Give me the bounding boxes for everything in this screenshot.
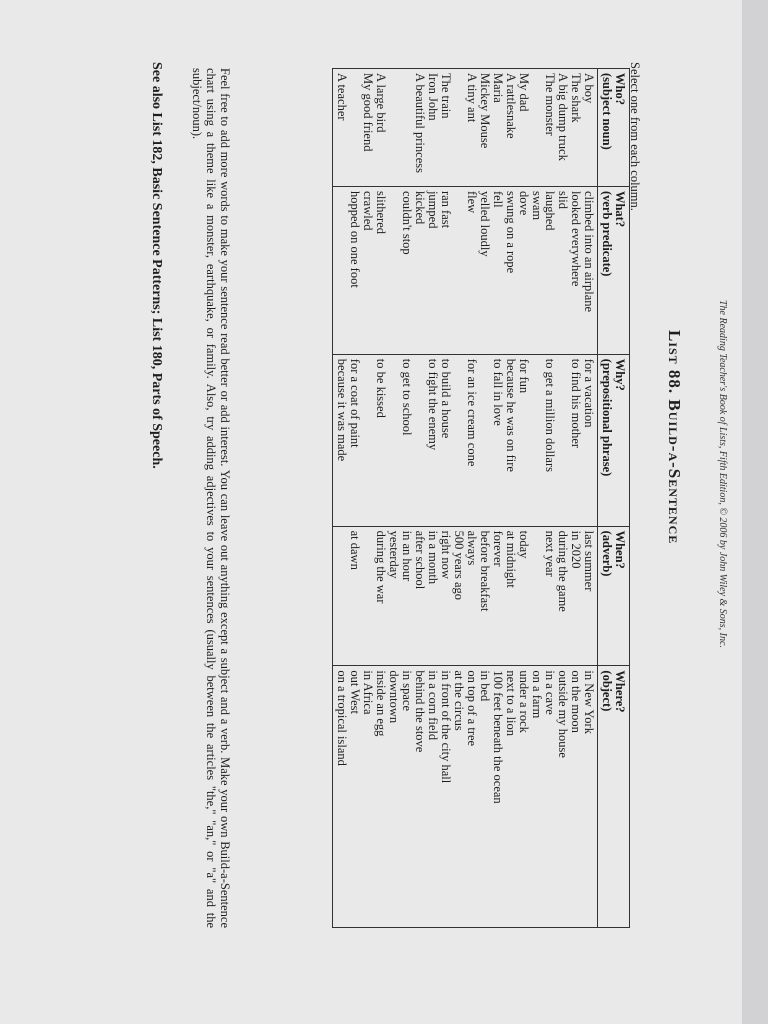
cell-entry: [452, 191, 465, 350]
cell-entry: slithered: [374, 190, 388, 234]
header-what: [598, 186, 630, 354]
cell-entry: 500 years ago: [452, 530, 466, 601]
what-column-cell: [333, 186, 598, 354]
cell-entry: under a rock: [517, 670, 531, 733]
cell-entry: [530, 73, 543, 182]
cell-entry: crawled: [361, 190, 375, 231]
cell-entry: [413, 359, 426, 522]
cell-entry: slid: [556, 190, 570, 210]
cell-entry: to find his mother: [569, 358, 583, 449]
cell-entry: behind the stove: [413, 670, 427, 753]
cell-entry: A rattlesnake: [504, 73, 518, 139]
cell-entry: [452, 73, 465, 182]
cell-entry: looked everywhere: [569, 190, 583, 287]
header-title: What?: [613, 190, 627, 228]
usage-note: Feel free to add more words to make your sentence read better or add interest. You can leave out anything except a subject and a verb. Make your own Build-a-Sentence chart using a theme like a monster, earthquake, or family. Also, try adding adjectives to your sentences (usually between the articles "the," "an," or "a" and the subject/noun).: [190, 68, 232, 928]
cell-entry: kicked: [413, 190, 427, 225]
header-subtitle: (subject noun): [600, 73, 614, 150]
cell-entry: jumped: [426, 190, 440, 229]
cell-entry: outside my house: [556, 670, 570, 758]
cell-entry: My good friend: [361, 73, 375, 152]
cell-entry: [387, 191, 400, 350]
cell-entry: after school: [413, 530, 427, 590]
cell-entry: to be kissed: [374, 358, 388, 418]
header-subtitle: (prepositional phrase): [600, 358, 614, 477]
cell-entry: next year: [543, 530, 557, 577]
cell-entry: on a tropical island: [335, 670, 349, 766]
where-column-cell: [333, 666, 598, 928]
cell-entry: [387, 73, 400, 182]
cell-entry: couldn't stop: [400, 190, 414, 255]
copyright-line: The Reading Teacher's Book of Lists, Fifth Edition, © 2006 by John Wiley & Sons, Inc.: [717, 300, 728, 648]
cell-entry: during the war: [374, 530, 388, 604]
cell-entry: swung on a rope: [504, 190, 518, 274]
cell-entry: right now: [439, 530, 453, 579]
cell-entry: downtown: [387, 670, 401, 724]
cell-entry: A big dump truck: [556, 73, 570, 161]
header-subtitle: (verb predicate): [600, 190, 614, 277]
cell-entry: 100 feet beneath the ocean: [491, 670, 505, 804]
header-title: Where?: [613, 670, 627, 713]
cell-entry: before breakfast: [478, 530, 492, 612]
who-column-cell: [333, 69, 598, 187]
cell-entry: Maria: [491, 73, 505, 103]
cell-entry: flew: [465, 190, 479, 214]
cell-entry: A boy: [582, 73, 596, 104]
cell-entry: today: [517, 530, 531, 559]
cell-entry: [361, 359, 374, 522]
see-also-line: See also List 182, Basic Sentence Patterns; List 180, Parts of Speech.: [149, 62, 164, 469]
cell-entry: [361, 531, 374, 662]
cell-entry: yesterday: [387, 530, 401, 579]
cell-entry: fell: [491, 190, 505, 208]
cell-entry: [556, 359, 569, 522]
cell-entry: for an ice cream cone: [465, 358, 479, 467]
cell-entry: in a cave: [543, 670, 557, 715]
cell-entry: [387, 359, 400, 522]
cell-entry: Mickey Mouse: [478, 73, 492, 149]
when-column-cell: [333, 526, 598, 666]
why-column-cell: [333, 354, 598, 526]
cell-entry: to fight the enemy: [426, 358, 440, 451]
cell-entry: swam: [530, 190, 544, 221]
cell-entry: yelled loudly: [478, 190, 492, 257]
header-why: [598, 354, 630, 526]
cell-entry: in an hour: [400, 530, 414, 582]
cell-entry: Iron John: [426, 73, 440, 121]
cell-entry: forever: [491, 530, 505, 567]
header-title: Who?: [613, 73, 627, 105]
cell-entry: inside an egg: [374, 670, 388, 737]
cell-entry: last summer: [582, 530, 596, 592]
cell-entry: [530, 531, 543, 662]
cell-entry: next to a lion: [504, 670, 518, 737]
cell-entry: [400, 73, 413, 182]
table-body-row: [333, 69, 598, 928]
cell-entry: in New York: [582, 670, 596, 734]
cell-entry: at the circus: [452, 670, 466, 731]
header-subtitle: (object): [600, 670, 614, 712]
build-a-sentence-table: [332, 68, 630, 928]
cell-entry: at dawn: [348, 530, 362, 570]
scanner-edge: [742, 0, 768, 1024]
cell-entry: The train: [439, 73, 453, 119]
cell-entry: in Africa: [361, 670, 375, 715]
instruction-text: Select one from each column.: [628, 62, 642, 211]
header-title: When?: [613, 530, 627, 569]
header-where: [598, 666, 630, 928]
cell-entry: on top of a tree: [465, 670, 479, 747]
cell-entry: in 2020: [569, 530, 583, 569]
header-subtitle: (adverb): [600, 530, 614, 577]
cell-entry: on the moon: [569, 670, 583, 733]
cell-entry: to fall in love: [491, 358, 505, 426]
cell-entry: [530, 359, 543, 522]
cell-entry: because he was on fire: [504, 358, 518, 472]
cell-entry: in front of the city hall: [439, 670, 453, 784]
cell-entry: A large bird: [374, 73, 388, 133]
cell-entry: hopped on one foot: [348, 190, 362, 288]
cell-entry: A beautiful princess: [413, 73, 427, 173]
cell-entry: at midnight: [504, 530, 518, 588]
cell-entry: in space: [400, 670, 414, 712]
cell-entry: in a month: [426, 530, 440, 585]
cell-entry: for fun: [517, 358, 531, 394]
cell-entry: to get a million dollars: [543, 358, 557, 472]
cell-entry: climbed into an airplane: [582, 190, 596, 313]
cell-entry: A teacher: [335, 73, 349, 121]
cell-entry: laughed: [543, 190, 557, 231]
cell-entry: because it was made: [335, 358, 349, 462]
cell-entry: in bed: [478, 670, 492, 702]
cell-entry: on a farm: [530, 670, 544, 719]
cell-entry: to get to school: [400, 358, 414, 436]
cell-entry: to build a house: [439, 358, 453, 439]
cell-entry: out West: [348, 670, 362, 714]
cell-entry: in a corn field: [426, 670, 440, 741]
header-who: [598, 69, 630, 187]
cell-entry: [452, 359, 465, 522]
cell-entry: during the game: [556, 530, 570, 612]
cell-entry: [348, 73, 361, 182]
header-title: Why?: [613, 358, 627, 391]
cell-entry: The shark: [569, 73, 583, 123]
cell-entry: A tiny ant: [465, 73, 479, 123]
table-header-row: [598, 69, 630, 928]
cell-entry: ran fast: [439, 190, 453, 229]
rotated-page: [140, 0, 740, 970]
header-when: [598, 526, 630, 666]
cell-entry: My dad: [517, 73, 531, 112]
sentence-table-wrap: [332, 68, 630, 928]
cell-entry: The monster: [543, 73, 557, 136]
cell-entry: dove: [517, 190, 531, 216]
page-title: List 88. Build-a-Sentence: [665, 330, 684, 545]
cell-entry: always: [465, 530, 479, 566]
cell-entry: [478, 359, 491, 522]
cell-entry: for a coat of paint: [348, 358, 362, 448]
cell-entry: for a vacation: [582, 358, 596, 428]
